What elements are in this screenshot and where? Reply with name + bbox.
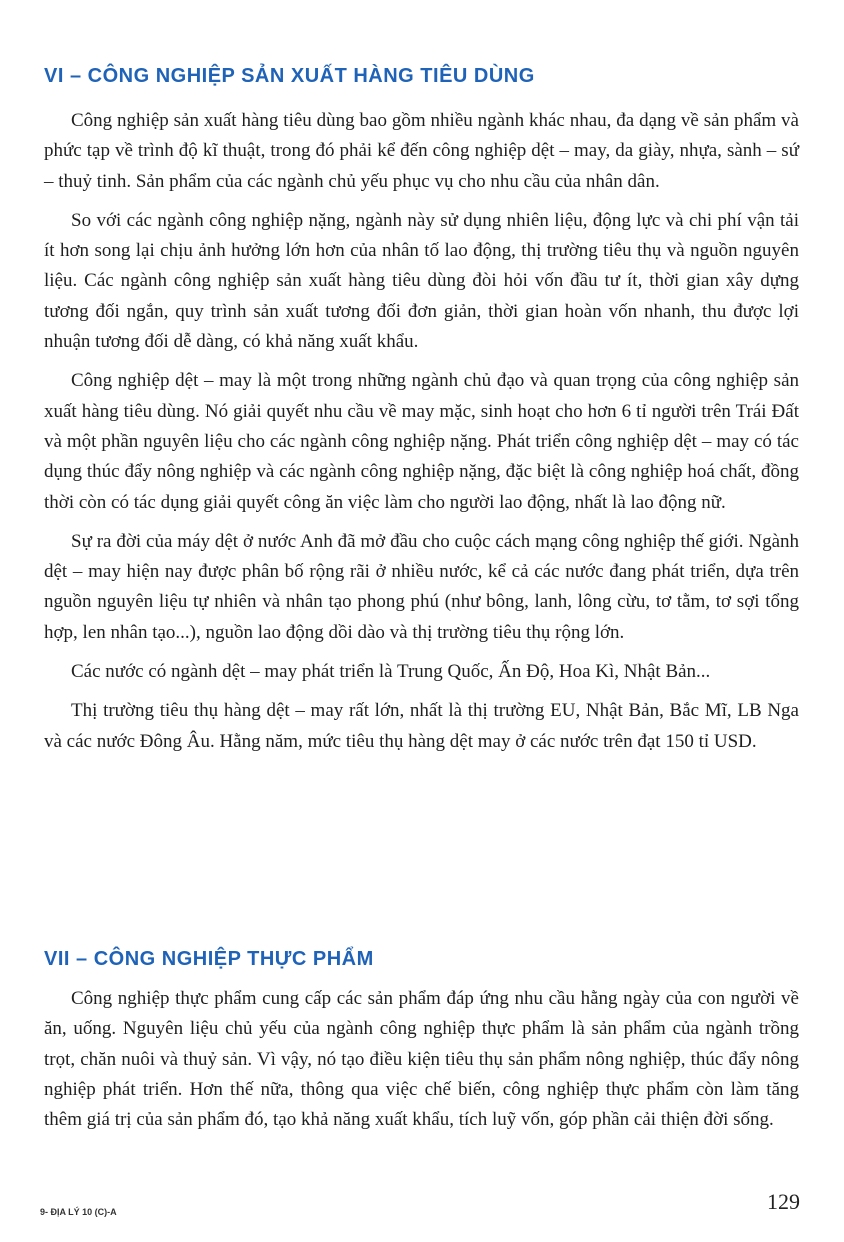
page-number: 129 [767, 1189, 800, 1214]
paragraph: Sự ra đời của máy dệt ở nước Anh đã mở đầu cho cuộc cách mạng công nghiệp thế giới. Ngành dệt – may hiện nay được phân bố rộng rãi ở nhiều nước, kể cả các nước đang phát triển, dựa trên nguồn nguyên liệu tự nhiên và nhân tạo phong phú (như bông, lanh, lông cừu, tơ tằm, tơ sợi tổng hợp, len nhân tạo...), nguồn lao động dồi dào và thị trường tiêu thụ rộng lớn. [44, 530, 799, 643]
paragraph: Công nghiệp thực phẩm cung cấp các sản phẩm đáp ứng nhu cầu hằng ngày của con người về ăn, uống. Nguyên liệu chủ yếu của ngành công nghiệp thực phẩm là sản phẩm của ngành trồng trọt, chăn nuôi và thuỷ sản. Vì vậy, nó tạo điều kiện tiêu thụ sản phẩm nông nghiệp, thúc đẩy nông nghiệp phát triển. Hơn thế nữa, thông qua việc chế biến, công nghiệp thực phẩm còn làm tăng thêm giá trị của sản phẩm đó, tạo khả năng xuất khẩu, tích luỹ vốn, góp phần cải thiện đời sống. [44, 988, 799, 1131]
paragraph: So với các ngành công nghiệp nặng, ngành này sử dụng nhiên liệu, động lực và chi phí vận tải ít hơn song lại chịu ảnh hưởng lớn hơn của nhân tố lao động, thị trường tiêu thụ và nguồn nguyên liệu. Các ngành công nghiệp sản xuất hàng tiêu dùng đòi hỏi vốn đầu tư ít, thời gian xây dựng tương đối ngắn, quy trình sản xuất tương đối đơn giản, thời gian hoàn vốn nhanh, thu được lợi nhuận tương đối dễ dàng, có khả năng xuất khẩu. [44, 209, 799, 353]
paragraph: Thị trường tiêu thụ hàng dệt – may rất lớn, nhất là thị trường EU, Nhật Bản, Bắc Mĩ, LB Nga và các nước Đông Âu. Hằng năm, mức tiêu thụ hàng dệt may ở các nước trên đạt 150 tỉ USD. [44, 700, 799, 752]
section-body-vi [44, 106, 799, 766]
section-heading-vii: VII – CÔNG NGHIỆP THỰC PHẨM [44, 948, 374, 970]
paragraph: Công nghiệp sản xuất hàng tiêu dùng bao gồm nhiều ngành khác nhau, đa dạng về sản phẩm và phức tạp về trình độ kĩ thuật, trong đó phải kể đến công nghiệp dệt – may, da giày, nhựa, sành – sứ – thuỷ tinh. Sản phẩm của các ngành chủ yếu phục vụ cho nhu cầu của nhân dân. [44, 110, 799, 192]
paragraph: Các nước có ngành dệt – may phát triển là Trung Quốc, Ấn Độ, Hoa Kì, Nhật Bản... [71, 661, 711, 683]
section-heading-vi: VI – CÔNG NGHIỆP SẢN XUẤT HÀNG TIÊU DÙNG [44, 65, 535, 87]
section-body-vii [44, 984, 799, 1144]
paragraph: Công nghiệp dệt – may là một trong những ngành chủ đạo và quan trọng của công nghiệp sản xuất hàng tiêu dùng. Nó giải quyết nhu cầu về may mặc, sinh hoạt cho hơn 6 tỉ người trên Trái Đất và một phần nguyên liệu cho các ngành công nghiệp nặng. Phát triển công nghiệp dệt – may có tác dụng thúc đẩy nông nghiệp và các ngành công nghiệp nặng, đặc biệt là công nghiệp hoá chất, đồng thời còn có tác dụng giải quyết công ăn việc làm cho người lao động, nhất là lao động nữ. [44, 370, 799, 513]
book-code-footer: 9- ĐỊA LÝ 10 (C)-A [40, 1207, 117, 1217]
